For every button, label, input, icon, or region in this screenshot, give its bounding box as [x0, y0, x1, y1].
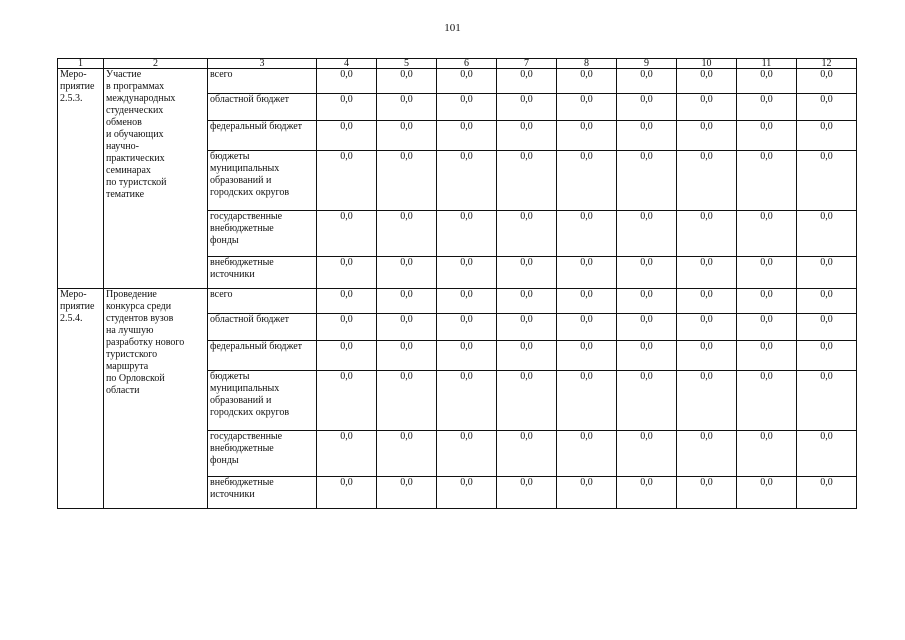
funding-value: 0,0 — [437, 69, 497, 94]
funding-value: 0,0 — [557, 69, 617, 94]
funding-value: 0,0 — [377, 211, 437, 257]
funding-value: 0,0 — [437, 477, 497, 509]
funding-value: 0,0 — [317, 211, 377, 257]
funding-value: 0,0 — [797, 151, 857, 211]
funding-value: 0,0 — [737, 431, 797, 477]
funding-value: 0,0 — [737, 477, 797, 509]
funding-value: 0,0 — [797, 289, 857, 314]
funding-value: 0,0 — [437, 257, 497, 289]
funding-value: 0,0 — [497, 69, 557, 94]
table-body — [58, 69, 857, 509]
funding-source: федеральный бюджет — [208, 121, 317, 151]
funding-value: 0,0 — [377, 151, 437, 211]
funding-value: 0,0 — [497, 477, 557, 509]
funding-value: 0,0 — [737, 257, 797, 289]
funding-value: 0,0 — [557, 257, 617, 289]
funding-value: 0,0 — [437, 431, 497, 477]
funding-value: 0,0 — [437, 341, 497, 371]
funding-value: 0,0 — [737, 69, 797, 94]
column-header: 6 — [437, 59, 497, 69]
funding-value: 0,0 — [677, 211, 737, 257]
funding-value: 0,0 — [677, 151, 737, 211]
funding-source: областной бюджет — [208, 94, 317, 121]
activity-name: Проведение конкурса среди студентов вузов на лучшую разработку нового туристского маршрута по Орловской области — [104, 289, 208, 509]
funding-value: 0,0 — [617, 341, 677, 371]
funding-value: 0,0 — [797, 431, 857, 477]
funding-value: 0,0 — [557, 431, 617, 477]
funding-value: 0,0 — [617, 69, 677, 94]
funding-value: 0,0 — [797, 477, 857, 509]
funding-value: 0,0 — [437, 151, 497, 211]
column-header: 9 — [617, 59, 677, 69]
funding-value: 0,0 — [617, 151, 677, 211]
funding-value: 0,0 — [377, 94, 437, 121]
activity-id: Меро- приятие 2.5.3. — [58, 69, 104, 289]
funding-value: 0,0 — [677, 289, 737, 314]
funding-source: внебюджетные источники — [208, 257, 317, 289]
funding-value: 0,0 — [497, 341, 557, 371]
funding-value: 0,0 — [557, 151, 617, 211]
funding-value: 0,0 — [737, 289, 797, 314]
funding-source: бюджеты муниципальных образований и городских округов — [208, 151, 317, 211]
funding-value: 0,0 — [497, 121, 557, 151]
funding-value: 0,0 — [737, 341, 797, 371]
funding-value: 0,0 — [377, 121, 437, 151]
funding-value: 0,0 — [677, 314, 737, 341]
column-header: 4 — [317, 59, 377, 69]
funding-value: 0,0 — [557, 314, 617, 341]
budget-table — [57, 58, 857, 509]
funding-source: областной бюджет — [208, 314, 317, 341]
column-header: 1 — [58, 59, 104, 69]
funding-value: 0,0 — [677, 431, 737, 477]
funding-source: бюджеты муниципальных образований и городских округов — [208, 371, 317, 431]
funding-value: 0,0 — [557, 371, 617, 431]
funding-value: 0,0 — [737, 94, 797, 121]
funding-value: 0,0 — [377, 431, 437, 477]
funding-value: 0,0 — [617, 121, 677, 151]
funding-value: 0,0 — [677, 94, 737, 121]
funding-value: 0,0 — [317, 257, 377, 289]
activity-name: Участие в программах международных студенческих обменов и обучающих научно- практических семинарах по туристской тематике — [104, 69, 208, 289]
funding-value: 0,0 — [677, 341, 737, 371]
funding-value: 0,0 — [317, 431, 377, 477]
funding-value: 0,0 — [617, 289, 677, 314]
funding-value: 0,0 — [497, 94, 557, 121]
funding-value: 0,0 — [317, 69, 377, 94]
funding-value: 0,0 — [437, 94, 497, 121]
funding-value: 0,0 — [557, 341, 617, 371]
column-header: 8 — [557, 59, 617, 69]
funding-value: 0,0 — [737, 211, 797, 257]
funding-value: 0,0 — [317, 121, 377, 151]
column-header: 11 — [737, 59, 797, 69]
funding-source: федеральный бюджет — [208, 341, 317, 371]
funding-value: 0,0 — [557, 211, 617, 257]
funding-value: 0,0 — [737, 151, 797, 211]
funding-value: 0,0 — [737, 314, 797, 341]
funding-value: 0,0 — [437, 371, 497, 431]
column-number-row — [58, 59, 857, 69]
funding-value: 0,0 — [677, 371, 737, 431]
funding-value: 0,0 — [797, 121, 857, 151]
column-header: 10 — [677, 59, 737, 69]
funding-value: 0,0 — [617, 314, 677, 341]
column-header: 7 — [497, 59, 557, 69]
funding-value: 0,0 — [617, 371, 677, 431]
funding-value: 0,0 — [377, 477, 437, 509]
funding-value: 0,0 — [617, 257, 677, 289]
funding-value: 0,0 — [377, 314, 437, 341]
funding-value: 0,0 — [317, 314, 377, 341]
funding-value: 0,0 — [557, 121, 617, 151]
funding-value: 0,0 — [317, 477, 377, 509]
funding-value: 0,0 — [797, 69, 857, 94]
funding-value: 0,0 — [317, 289, 377, 314]
funding-value: 0,0 — [797, 371, 857, 431]
column-header: 2 — [104, 59, 208, 69]
funding-value: 0,0 — [617, 477, 677, 509]
funding-source: внебюджетные источники — [208, 477, 317, 509]
funding-source: всего — [208, 289, 317, 314]
funding-value: 0,0 — [317, 341, 377, 371]
funding-value: 0,0 — [557, 289, 617, 314]
funding-value: 0,0 — [497, 371, 557, 431]
table-row — [58, 69, 857, 94]
funding-value: 0,0 — [377, 341, 437, 371]
funding-value: 0,0 — [797, 94, 857, 121]
funding-value: 0,0 — [737, 121, 797, 151]
funding-value: 0,0 — [377, 69, 437, 94]
funding-value: 0,0 — [557, 477, 617, 509]
funding-value: 0,0 — [377, 289, 437, 314]
funding-value: 0,0 — [497, 151, 557, 211]
funding-value: 0,0 — [497, 314, 557, 341]
funding-value: 0,0 — [317, 151, 377, 211]
funding-value: 0,0 — [797, 341, 857, 371]
funding-value: 0,0 — [737, 371, 797, 431]
funding-value: 0,0 — [437, 289, 497, 314]
funding-value: 0,0 — [797, 257, 857, 289]
funding-value: 0,0 — [317, 371, 377, 431]
funding-value: 0,0 — [617, 211, 677, 257]
funding-value: 0,0 — [797, 314, 857, 341]
funding-value: 0,0 — [797, 211, 857, 257]
funding-source: всего — [208, 69, 317, 94]
activity-id: Меро- приятие 2.5.4. — [58, 289, 104, 509]
funding-value: 0,0 — [317, 94, 377, 121]
funding-value: 0,0 — [677, 257, 737, 289]
funding-value: 0,0 — [497, 211, 557, 257]
funding-value: 0,0 — [677, 69, 737, 94]
funding-value: 0,0 — [557, 94, 617, 121]
funding-value: 0,0 — [377, 371, 437, 431]
table-row — [58, 289, 857, 314]
funding-value: 0,0 — [437, 121, 497, 151]
page-number: 101 — [444, 22, 461, 34]
funding-value: 0,0 — [617, 94, 677, 121]
funding-source: государственные внебюджетные фонды — [208, 431, 317, 477]
funding-value: 0,0 — [497, 289, 557, 314]
funding-value: 0,0 — [437, 211, 497, 257]
funding-value: 0,0 — [617, 431, 677, 477]
funding-value: 0,0 — [497, 257, 557, 289]
funding-value: 0,0 — [677, 121, 737, 151]
funding-source: государственные внебюджетные фонды — [208, 211, 317, 257]
funding-value: 0,0 — [437, 314, 497, 341]
funding-value: 0,0 — [497, 431, 557, 477]
funding-value: 0,0 — [677, 477, 737, 509]
funding-value: 0,0 — [377, 257, 437, 289]
column-header: 12 — [797, 59, 857, 69]
column-header: 5 — [377, 59, 437, 69]
column-header: 3 — [208, 59, 317, 69]
